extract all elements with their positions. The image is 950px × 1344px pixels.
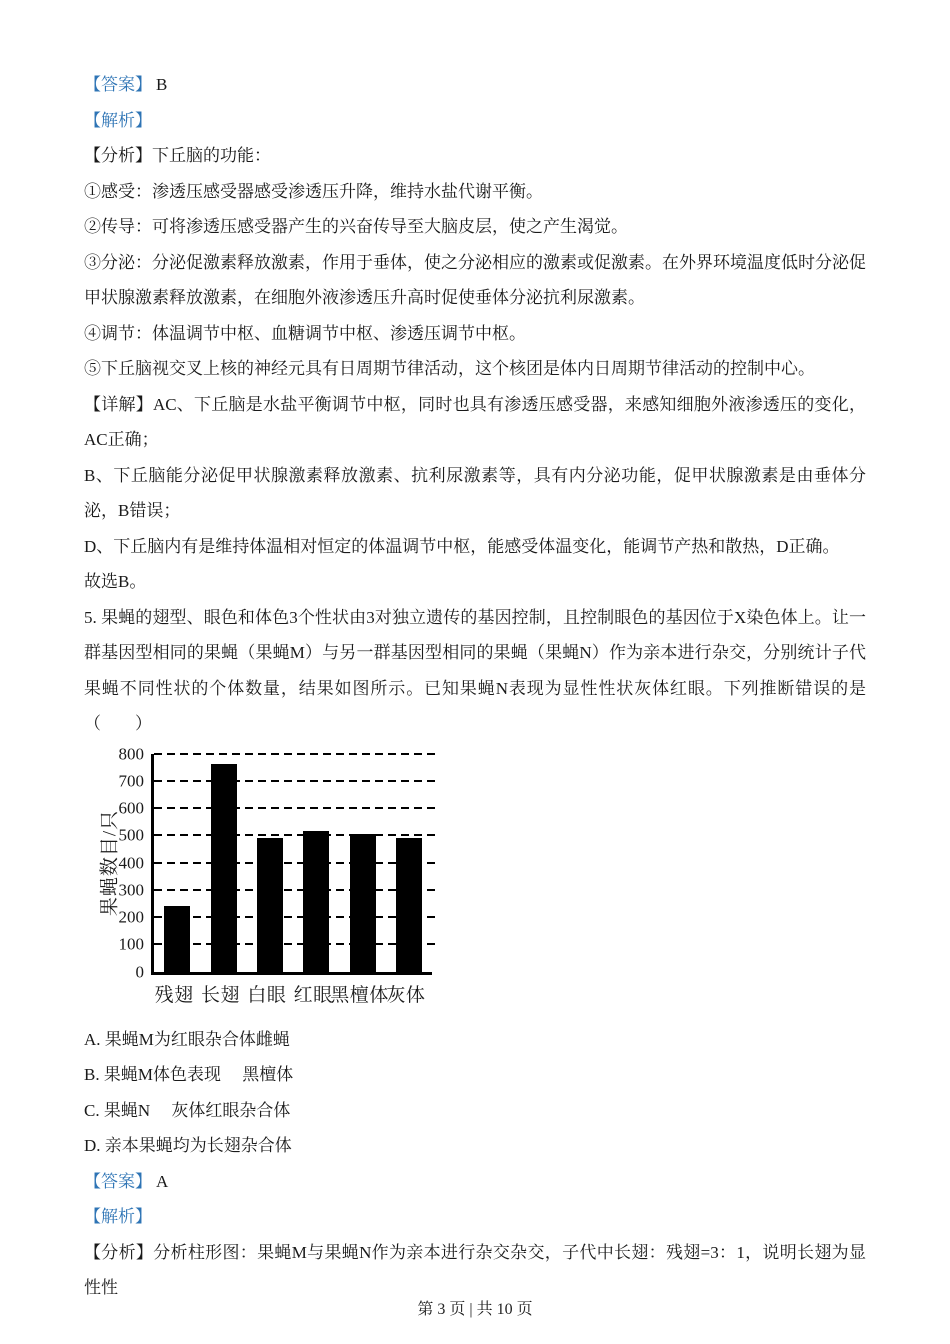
x-tick-label: 白眼 [247, 984, 287, 1006]
gridline [154, 943, 436, 945]
gridline [154, 889, 436, 891]
option-a: A. 果蝇M为红眼杂合体雌蝇 [84, 1029, 290, 1049]
analysis-point-3: ③分泌：分泌促激素释放激素，作用于垂体，使之分泌相应的激素或促激素。在外界环境温度低时分泌促甲状腺激素释放激素，在细胞外液渗透压升高时促使垂体分泌抗利尿激素。 [84, 252, 866, 307]
option-b: B. 果蝇M体色表现 黑檀体 [84, 1065, 294, 1084]
y-tick-label: 600 [118, 798, 144, 818]
x-tick-label: 长翅 [200, 984, 241, 1006]
analysis-point-5: ⑤下丘脑视交叉上核的神经元具有日周期节律活动，这个核团是体内日周期节律活动的控制中心。 [84, 359, 815, 378]
answer-value-q5: A [156, 1171, 169, 1191]
bar-长翅 [211, 764, 237, 971]
option-d: D. 亲本果蝇均为长翅杂合体 [84, 1136, 292, 1155]
bar-残翅 [164, 906, 190, 971]
gridline [154, 862, 436, 864]
chart-plot [151, 754, 432, 975]
y-tick-label: 300 [118, 880, 144, 900]
analysis-point-2: ②传导：可将渗透压感受器产生的兴奋传导至大脑皮层，使之产生渴觉。 [84, 217, 628, 236]
bar-黑檀体 [350, 834, 376, 972]
bar-灰体 [396, 838, 422, 972]
y-tick-label: 400 [118, 853, 144, 872]
answer-label-q4: 【答案】 [84, 75, 152, 94]
answer-label-q5: 【答案】 [84, 1171, 152, 1191]
answer-line-q4 [84, 67, 866, 103]
jiexi-heading-q5: 【解析】 [84, 1207, 152, 1226]
answer-value-q4: B [156, 75, 168, 94]
y-tick-label: 100 [118, 934, 144, 954]
analysis-point-1: ①感受：渗透压感受器感受渗透压升降，维持水盐代谢平衡。 [84, 181, 543, 201]
x-tick-label: 灰体 [386, 984, 426, 1006]
bar-白眼 [257, 838, 283, 972]
page-footer [0, 1296, 950, 1319]
x-tick-label: 残翅 [154, 984, 194, 1006]
answer-line-q5 [84, 1164, 866, 1200]
y-tick-label: 200 [118, 907, 144, 927]
y-axis-title: 果蝇数目/只 [99, 809, 121, 916]
y-tick-label: 700 [118, 771, 144, 791]
gridline [154, 916, 436, 918]
question5-stem: 5. 果蝇的翅型、眼色和体色3个性状由3对独立遗传的基因控制，且控制眼色的基因位于X染色体上。让一群基因型相同的果蝇（果蝇M）与另一群基因型相同的果蝇（果蝇N）作为亲本进行杂交，分别统计子代果蝇不同性状的个体数量，结果如图所示。已知果蝇N表现为显性性状灰体红眼。下列推断错误的是（ ） [84, 607, 866, 733]
document-page [84, 67, 866, 1306]
bar-chart [94, 744, 524, 1006]
page-number: 第 3 页 | 共 10 页 [417, 1301, 533, 1318]
gridline [154, 807, 436, 809]
jiexi-heading-q4: 【解析】 [84, 110, 152, 130]
bar-红眼 [303, 831, 329, 971]
detail-line-d: D、下丘脑内有是维持体温相对恒定的体温调节中枢，能感受体温变化，能调节产热和散热，D正确。 [84, 536, 840, 556]
x-tick-label: 黑檀体 [330, 984, 389, 1006]
detail-line-ac: 【详解】AC、下丘脑是水盐平衡调节中枢，同时也具有渗透压感受器，来感知细胞外液渗透压的变化，AC正确； [84, 394, 866, 449]
gridline [154, 780, 436, 782]
gridline [154, 753, 436, 755]
detail-line-b: B、下丘脑能分泌促甲状腺激素释放激素、抗利尿激素等，具有内分泌功能，促甲状腺激素是由垂体分泌，B错误； [84, 465, 866, 520]
y-tick-label: 500 [118, 825, 144, 845]
option-c: C. 果蝇N 灰体红眼杂合体 [84, 1100, 291, 1120]
question5-options [84, 1022, 866, 1164]
chart-xlabels [151, 980, 429, 1004]
fenxi-heading-q4: 【分析】下丘脑的功能： [84, 146, 271, 165]
fenxi-line-q5: 【分析】分析柱形图：果蝇M与果蝇N作为亲本进行杂交杂交，子代中长翅：残翅=3：1，说明长翅为显性性 [84, 1242, 866, 1297]
x-tick-label: 红眼 [293, 984, 333, 1006]
analysis-point-4: ④调节：体温调节中枢、血糖调节中枢、渗透压调节中枢。 [84, 323, 526, 343]
conclusion-line-q4: 故选B。 [84, 572, 147, 591]
chart-yticks [94, 744, 148, 981]
y-tick-label: 0 [135, 962, 144, 981]
y-tick-label: 800 [118, 744, 144, 763]
gridline [154, 834, 436, 836]
